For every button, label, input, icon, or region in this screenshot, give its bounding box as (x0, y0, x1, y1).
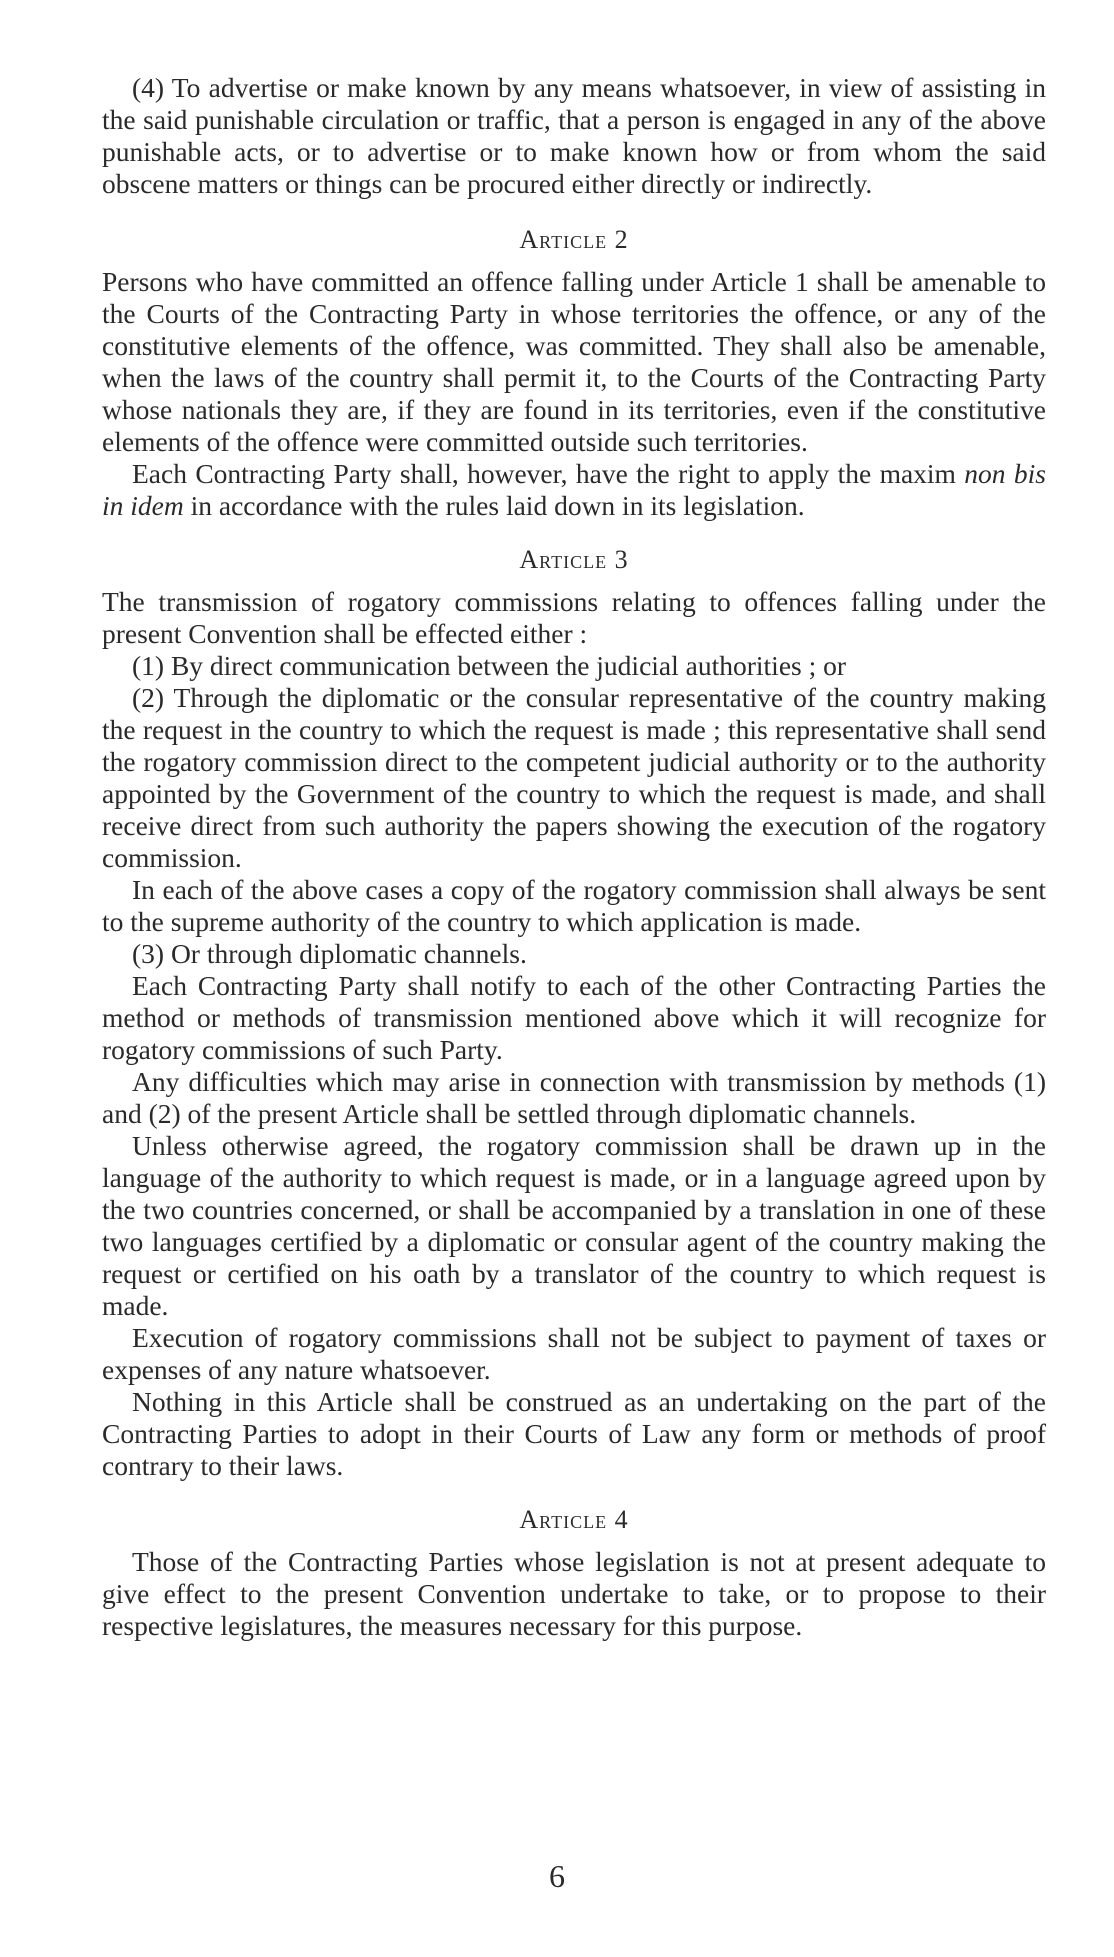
article-2-paragraph-2-end: in accordance with the rules laid down in its legislation. (183, 490, 805, 521)
document-page (102, 72, 1046, 1642)
article-3-paragraph-2: Each Contracting Party shall notify to each of the other Contracting Parties the method or methods of transmission mentioned above which it will recognize for rogatory commissions of such Party. (102, 970, 1046, 1065)
article-2-heading: Article 2 (519, 225, 629, 254)
article-3-item-1: (1) By direct communication between the judicial authorities ; or (132, 650, 847, 681)
article-2-paragraph-1: Persons who have committed an offence falling under Article 1 shall be amenable to the Courts of the Contracting Party in whose territories the offence, or any of the constitutive elements of the offence, was committed. They shall also be amenable, when the laws of the country shall permit it, to the Courts of the Contracting Party whose nationals they are, if they are found in its territories, even if the constitutive elements of the offence were committed outside such territories. (102, 266, 1046, 457)
article-4-paragraph-1: Those of the Contracting Parties whose legislation is not at present adequate to give effect to the present Convention undertake to take, or to propose to their respective legislatures, the measures necessary for this purpose. (102, 1546, 1046, 1641)
article-3-item-2: (2) Through the diplomatic or the consular representative of the country making the request in the country to which the request is made ; this representative shall send the rogatory commission direct to the competent judicial authority or to the authority appointed by the Government of the country to which the request is made, and shall receive direct from such authority the papers showing the execution of the rogatory commission. (102, 682, 1046, 873)
article-2-paragraph-2 (102, 458, 1046, 522)
article-3-item-3: (3) Or through diplomatic channels. (132, 938, 527, 969)
article-3-paragraph-5: Execution of rogatory commissions shall not be subject to payment of taxes or expenses of any nature whatsoever. (102, 1322, 1046, 1385)
article-4-heading: Article 4 (519, 1505, 629, 1534)
paragraph-article1-item4: (4) To advertise or make known by any means whatsoever, in view of assisting in the said punishable circulation or traffic, that a person is engaged in any of the above punishable acts, or to advertise or to make known how or from whom the said obscene matters or things can be procured either directly or indirectly. (102, 72, 1046, 199)
article-3-paragraph-6: Nothing in this Article shall be construed as an undertaking on the part of the Contracting Parties to adopt in their Courts of Law any form or methods of proof contrary to their laws. (102, 1386, 1046, 1481)
article-3-paragraph-3: Any difficulties which may arise in connection with transmission by methods (1) and (2) of the present Article shall be settled through diplomatic channels. (102, 1066, 1046, 1129)
page-number: 6 (549, 1858, 565, 1894)
article-3-item-2-sub: In each of the above cases a copy of the rogatory commission shall always be sent to the supreme authority of the country to which application is made. (102, 874, 1046, 937)
article-2-paragraph-2-start: Each Contracting Party shall, however, have the right to apply the maxim (132, 458, 965, 489)
article-3-paragraph-1: The transmission of rogatory commissions relating to offences falling under the present Convention shall be effected either : (102, 586, 1046, 649)
maxim-latin: non bis in idem (102, 458, 1046, 521)
article-3-heading: Article 3 (519, 545, 629, 574)
article-3-paragraph-4: Unless otherwise agreed, the rogatory commission shall be drawn up in the language of the authority to which request is made, or in a language agreed upon by the two countries concerned, or shall be accompanied by a translation in one of these two languages certified by a diplomatic or consular agent of the country making the request or certified on his oath by a translator of the country to which request is made. (102, 1130, 1046, 1321)
